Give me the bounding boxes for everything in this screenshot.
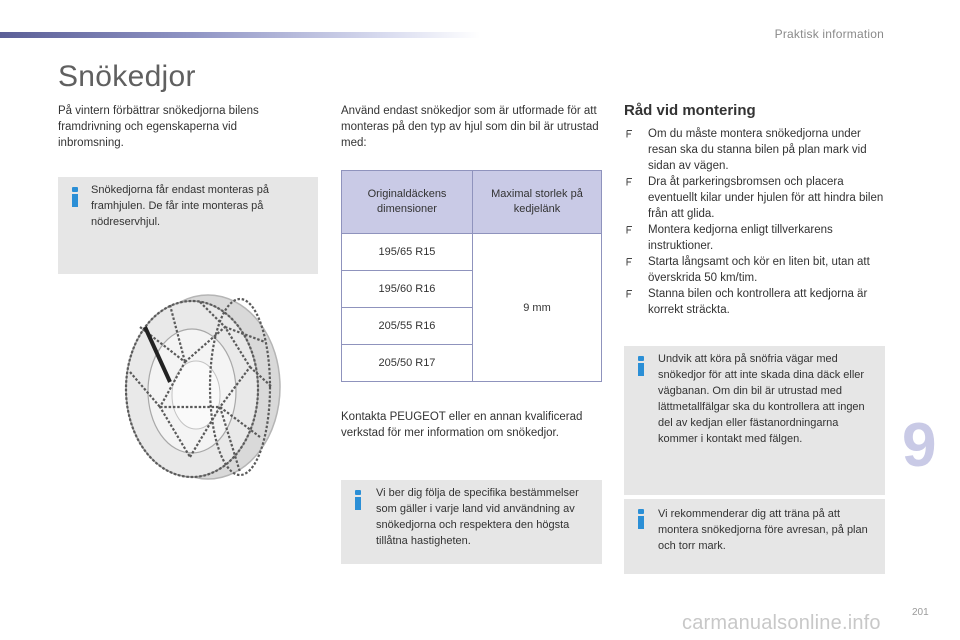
max-link-size-cell: 9 mm xyxy=(473,234,602,382)
info-box-practice xyxy=(624,499,885,574)
mounting-heading: Råd vid montering xyxy=(624,102,756,119)
info-icon xyxy=(353,490,363,510)
chain-size-table xyxy=(341,170,602,382)
tire-size-cell: 195/65 R15 xyxy=(342,234,473,271)
list-item xyxy=(624,222,886,254)
info-icon xyxy=(70,187,80,207)
info-box-snowfree-roads xyxy=(624,346,885,495)
list-item xyxy=(624,174,886,222)
list-item-text: Om du måste montera snökedjorna under resan ska du stanna bilen på plan mark vid sidan av vägen. xyxy=(648,128,867,172)
info-text: Undvik att köra på snöfria vägar med snökedjor för att inte skada dina däck eller vägbanan. Om din bil är utrustad med lättmetallfälgar ska du kontrollera att ingen del av kedjan eller fästanordningarna kommer i kontakt med fälgen. xyxy=(658,353,865,445)
info-box-regulations xyxy=(341,480,602,564)
list-item-text: Montera kedjorna enligt tillverkarens instruktioner. xyxy=(648,224,833,252)
mounting-tips-list xyxy=(624,126,886,318)
contact-paragraph: Kontakta PEUGEOT eller en annan kvalificerad verkstad för mer information om snökedjor. xyxy=(341,411,583,439)
column-header-max-link-size: Maximal storlek på kedjelänk xyxy=(473,171,602,234)
tire-size-cell: 205/50 R17 xyxy=(342,345,473,382)
column-header-tire-dimensions: Originaldäckens dimensioner xyxy=(342,171,473,234)
info-icon xyxy=(636,509,646,529)
list-item-text: Starta långsamt och kör en liten bit, utan att överskrida 50 km/tim. xyxy=(648,256,870,284)
list-item xyxy=(624,254,886,286)
arrow-bullet-icon xyxy=(626,290,633,298)
info-text: Vi ber dig följa de specifika bestämmelser som gäller i varje land vid användning av snökedjorna och respektera den högsta tillåtna hastigheten. xyxy=(376,487,579,547)
table-row xyxy=(342,234,602,271)
usage-paragraph: Använd endast snökedjor som är utformade för att monteras på den typ av hjul som din bil är utrustad med: xyxy=(341,105,599,149)
page-number: 201 xyxy=(912,607,929,618)
table-header-row xyxy=(342,171,602,234)
header-accent-bar xyxy=(0,32,480,38)
list-item-text: Dra åt parkeringsbromsen och placera eventuellt kilar under hjulen för att hindra bilen från att glida. xyxy=(648,176,884,220)
page-title: Snökedjor xyxy=(58,60,196,93)
tire-with-snow-chain-illustration xyxy=(100,287,300,487)
tire-size-cell: 195/60 R16 xyxy=(342,271,473,308)
info-text: Vi rekommenderar dig att träna på att montera snökedjorna före avresan, på plan och torr mark. xyxy=(658,508,868,552)
info-box-front-wheels xyxy=(58,177,318,274)
arrow-bullet-icon xyxy=(626,178,633,186)
intro-paragraph: På vintern förbättrar snökedjorna bilens framdrivning och egenskaperna vid inbromsning. xyxy=(58,105,259,149)
list-item xyxy=(624,126,886,174)
list-item-text: Stanna bilen och kontrollera att kedjorna är korrekt sträckta. xyxy=(648,288,868,316)
list-item xyxy=(624,286,886,318)
arrow-bullet-icon xyxy=(626,258,633,266)
info-text: Snökedjorna får endast monteras på framhjulen. De får inte monteras på nödreservhjul. xyxy=(91,184,269,228)
tire-size-cell: 205/55 R16 xyxy=(342,308,473,345)
arrow-bullet-icon xyxy=(626,130,633,138)
section-label: Praktisk information xyxy=(774,27,884,41)
chapter-number: 9 xyxy=(902,411,937,480)
watermark: carmanualsonline.info xyxy=(682,612,881,634)
info-icon xyxy=(636,356,646,376)
arrow-bullet-icon xyxy=(626,226,633,234)
